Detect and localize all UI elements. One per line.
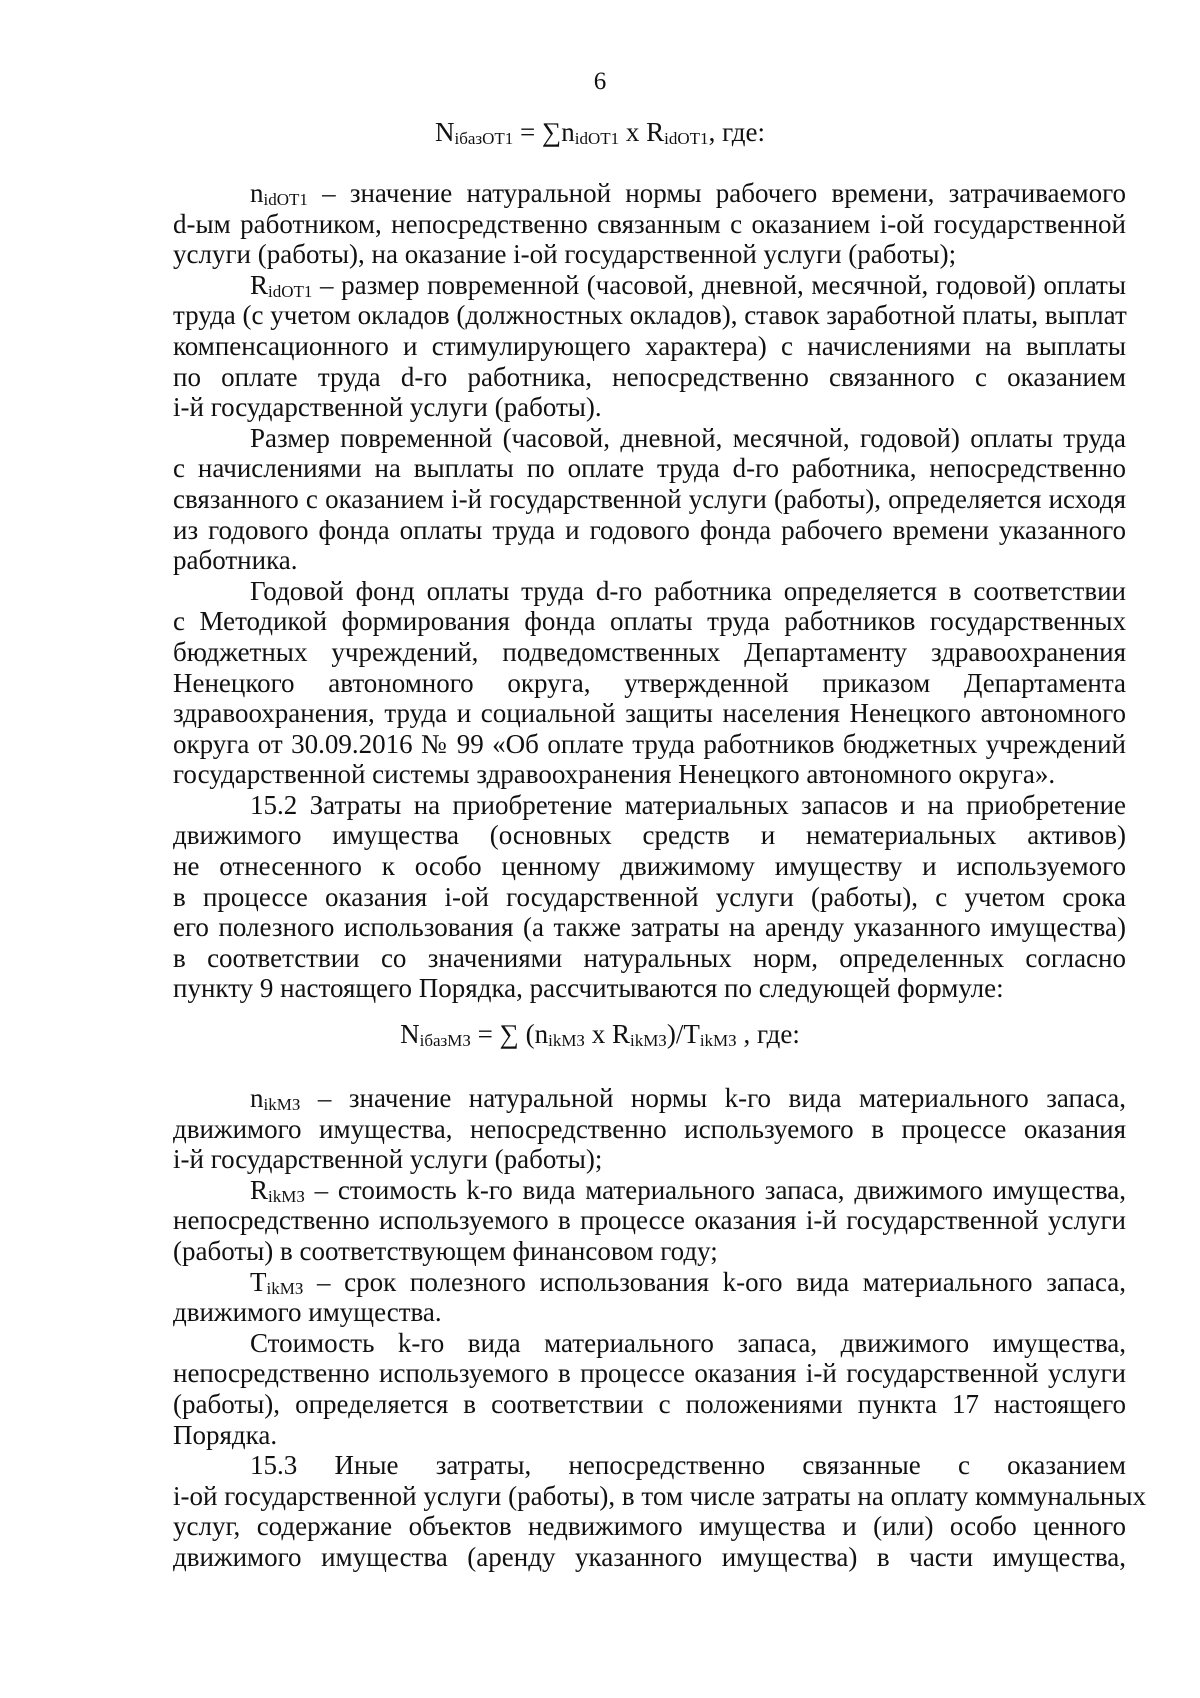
- paragraph-line: Стоимость k-го вида материального запаса, движимого имущества,: [250, 1327, 1126, 1358]
- formula-term-n: n: [561, 117, 575, 147]
- paragraph-line: услуги (работы), на оказание i-ой государственной услуги (работы);: [173, 239, 957, 270]
- formula-term-r-subscript: ikМЗ: [629, 1031, 667, 1050]
- variable-subscript: ikМЗ: [268, 1186, 305, 1206]
- paragraph-line: d-ым работником, непосредственно связанным с оказанием i-ой государственной: [173, 208, 1126, 239]
- paragraph-line: в процессе оказания i-ой государственной услуги (работы), с учетом срока: [173, 881, 1126, 912]
- definition-text: – размер повременной (часовой, дневной, месячной, годовой) оплаты: [312, 269, 1126, 300]
- paragraph-line: (работы) в соответствующем финансовом году;: [173, 1235, 718, 1266]
- paragraph-line: [173, 1083, 1126, 1114]
- paragraph-line: [173, 1267, 1126, 1298]
- definition-text: – значение натуральной нормы рабочего времени, затрачиваемого: [307, 178, 1126, 208]
- variable-symbol: R: [250, 269, 269, 300]
- formula-times: x: [619, 117, 647, 147]
- variable-subscript: ikМЗ: [266, 1278, 304, 1298]
- paragraph-line: услуг, содержание объектов недвижимого имущества и (или) особо ценного: [173, 1511, 1126, 1542]
- formula-left-subscript: iбазМЗ: [419, 1031, 471, 1050]
- paragraph-cost: [173, 1328, 1126, 1450]
- paragraph-line: Годовой фонд оплаты труда d-го работника определяется в соответствии: [250, 575, 1126, 606]
- paragraph-line: из годового фонда оплаты труда и годового фонда рабочего времени указанного: [173, 514, 1126, 545]
- paragraph-line: его полезного использования (а также затраты на аренду указанного имущества): [173, 912, 1126, 943]
- formula-term-r: R: [646, 117, 665, 147]
- definition-text: – срок полезного использования k-ого вида материального запаса,: [303, 1266, 1126, 1297]
- variable-symbol: n: [250, 178, 264, 208]
- formula-term-r: R: [611, 1019, 630, 1049]
- formula-tail: , где:: [708, 117, 766, 147]
- paragraph-line: i-ой государственной услуги (работы), в том числе затраты на оплату коммунальных: [173, 1480, 1146, 1511]
- definition-text: – значение натуральной нормы k-го вида материального запаса,: [300, 1083, 1126, 1113]
- paragraph-line: с Методикой формирования фонда оплаты труда работников государственных: [173, 606, 1126, 637]
- paragraph-line: государственной системы здравоохранения Ненецкого автономного округа».: [173, 759, 1056, 790]
- formula-term-n-subscript: idОТ1: [574, 129, 620, 148]
- formula-term-r-subscript: idОТ1: [664, 129, 709, 148]
- paragraph-line: труда (с учетом окладов (должностных окладов), ставок заработной платы, выплат: [173, 300, 1127, 331]
- paragraph-r-idot: [173, 270, 1126, 423]
- paragraph-n-idot: [173, 178, 1126, 270]
- variable-subscript: idОТ1: [263, 190, 308, 209]
- paragraph-line: движимого имущества (основных средств и нематериальных активов): [173, 820, 1126, 851]
- paragraph-n-ikmz: [173, 1083, 1126, 1175]
- paragraph-line: пункту 9 настоящего Порядка, рассчитываются по следующей формуле:: [173, 973, 1004, 1004]
- variable-subscript: ikМЗ: [263, 1095, 301, 1114]
- paragraph-t-ikmz: [173, 1267, 1126, 1328]
- formula-tail: , где:: [736, 1019, 800, 1049]
- paragraph-line: по оплате труда d-го работника, непосредственно связанного с оказанием: [173, 361, 1126, 392]
- variable-symbol: T: [250, 1266, 267, 1297]
- paragraph-line: компенсационного и стимулирующего характера) с начислениями на выплаты: [173, 330, 1126, 361]
- paragraph-size: [173, 423, 1126, 576]
- text-block-upper: [173, 178, 1126, 1004]
- paragraph-line: 15.3 Иные затраты, непосредственно связанные с оказанием: [250, 1450, 1126, 1481]
- formula-times: x: [584, 1019, 612, 1049]
- text-block-lower: [173, 1083, 1146, 1573]
- paragraph-line: непосредственно используемого в процессе оказания i-й государственной услуги: [173, 1358, 1126, 1389]
- page-number: 6: [593, 68, 607, 95]
- definition-text: – стоимость k-го вида материального запаса, движимого имущества,: [304, 1174, 1126, 1205]
- paragraph-line: округа от 30.09.2016 № 99 «Об оплате труда работников бюджетных учреждений: [173, 728, 1126, 759]
- formula-left-symbol: N: [400, 1019, 420, 1049]
- paragraph-line: 15.2 Затраты на приобретение материальных запасов и на приобретение: [250, 789, 1126, 820]
- formula-term-n: n: [534, 1019, 549, 1049]
- paragraph-line: Порядка.: [173, 1419, 278, 1450]
- formula-divide: )/: [666, 1019, 684, 1049]
- formula-term-n-subscript: ikМЗ: [548, 1031, 585, 1050]
- paragraph-line: бюджетных учреждений, подведомственных Департаменту здравоохранения: [173, 636, 1126, 667]
- paragraph-15-3: [173, 1450, 1146, 1572]
- formula-base-labor: [0, 117, 1200, 149]
- paragraph-line: связанного с оказанием i-й государственной услуги (работы), определяется исходя: [173, 483, 1126, 514]
- paragraph-line: [173, 270, 1126, 301]
- paragraph-line: [173, 1175, 1126, 1206]
- paragraph-line: Размер повременной (часовой, дневной, месячной, годовой) оплаты труда: [250, 422, 1126, 453]
- formula-base-materials: [0, 1019, 1200, 1051]
- paragraph-line: движимого имущества.: [173, 1297, 442, 1328]
- paragraph-line: не отнесенного к особо ценному движимому имуществу и используемого: [173, 851, 1126, 882]
- variable-symbol: R: [250, 1174, 269, 1205]
- paragraph-line: i-й государственной услуги (работы).: [173, 392, 602, 423]
- formula-term-t-subscript: ikМЗ: [699, 1031, 737, 1050]
- variable-symbol: n: [250, 1083, 264, 1113]
- formula-left-subscript: iбазОТ1: [454, 129, 514, 148]
- paragraph-15-2: [173, 790, 1126, 1004]
- formula-left-symbol: N: [434, 117, 455, 147]
- formula-equals-sum: = ∑: [513, 117, 562, 147]
- paragraph-line: (работы), определяется в соответствии с положениями пункта 17 настоящего: [173, 1388, 1126, 1419]
- paragraph-fund: [173, 576, 1126, 790]
- paragraph-line: i-й государственной услуги (работы);: [173, 1144, 603, 1175]
- paragraph-line: [173, 178, 1126, 209]
- paragraph-line: непосредственно используемого в процессе оказания i-й государственной услуги: [173, 1205, 1126, 1236]
- paragraph-line: в соответствии со значениями натуральных норм, определенных согласно: [173, 942, 1126, 973]
- paragraph-line: здравоохранения, труда и социальной защиты населения Ненецкого автономного: [173, 698, 1126, 729]
- paragraph-line: с начислениями на выплаты по оплате труда d-го работника, непосредственно: [173, 453, 1126, 484]
- formula-term-t: T: [683, 1019, 700, 1049]
- variable-subscript: idОТ1: [268, 281, 313, 301]
- paragraph-r-ikmz: [173, 1175, 1126, 1267]
- formula-equals-sum: = ∑ (: [470, 1019, 535, 1049]
- paragraph-line: движимого имущества, непосредственно используемого в процессе оказания: [173, 1113, 1126, 1144]
- paragraph-line: Ненецкого автономного округа, утвержденной приказом Департамента: [173, 667, 1126, 698]
- paragraph-line: движимого имущества (аренду указанного имущества) в части имущества,: [173, 1541, 1126, 1572]
- paragraph-line: работника.: [173, 545, 298, 576]
